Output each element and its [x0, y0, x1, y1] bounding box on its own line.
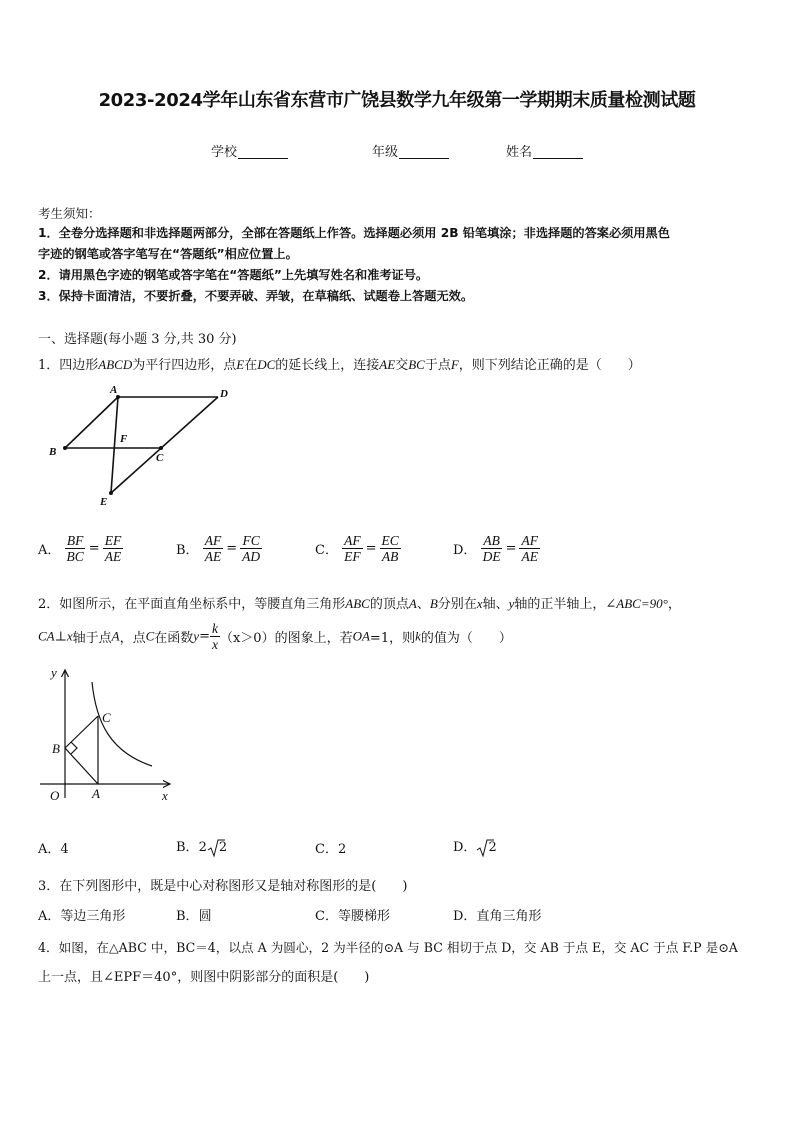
notice-line-2: 2．请用黑色字迹的钢笔或答字笔在“答题纸”上先填写姓名和准考证号。 [38, 268, 429, 282]
edge-ae [111, 397, 118, 493]
q3-option-b[interactable]: B．圆 [176, 909, 212, 924]
label-b: B [49, 446, 57, 458]
q1-option-d[interactable]: D． $\frac{AB}{DE}$ = $\frac{AF}{AE}$ [453, 533, 538, 564]
q3-option-d[interactable]: D．直角三角形 [453, 909, 542, 924]
q1-option-a[interactable]: A． $\frac{BF}{BC}$ = $\frac{EF}{AE}$ [38, 533, 122, 564]
label-a: A [92, 786, 100, 801]
grade-label: 年级 [372, 145, 399, 160]
name-label: 姓名 [506, 145, 533, 160]
grade-field[interactable] [372, 141, 449, 160]
question-2-line-2: CA⊥x轴于点A，点C在函数y= $\frac{k}{x}$ （x＞0）的图象上，若OA=1，则k的值为（ ） [38, 621, 512, 652]
q2-option-b[interactable]: B．2 2 [176, 836, 227, 858]
right-angle-mark [71, 742, 77, 754]
name-field[interactable] [506, 141, 583, 160]
q1-option-b[interactable]: B． $\frac{AF}{AE}$ = $\frac{FC}{AD}$ [176, 533, 261, 564]
notice-heading: 考生须知： [38, 206, 101, 221]
school-label: 学校 [211, 145, 238, 160]
q2-option-a[interactable]: A．4 [38, 842, 69, 857]
grade-blank[interactable] [399, 144, 449, 159]
point-e [109, 491, 113, 495]
label-o: O [50, 788, 60, 803]
question-1-stem: 1．四边形ABCD为平行四边形，点E在DC的延长线上，连接AE交BC于点F，则下列结论正确的是（ ） [38, 357, 641, 373]
question-2-figure [40, 662, 180, 807]
section-heading: 一、选择题(每小题 3 分,共 30 分) [38, 332, 237, 347]
label-c: C [156, 452, 164, 464]
school-field[interactable] [211, 141, 288, 160]
q3-option-c[interactable]: C．等腰梯形 [315, 909, 390, 924]
q3-option-a[interactable]: A．等边三角形 [38, 909, 126, 924]
page-title: 2023-2024学年山东省东营市广饶县数学九年级第一学期期末质量检测试题 [98, 90, 696, 111]
q2-option-d[interactable]: D． 2 [453, 836, 497, 858]
school-blank[interactable] [238, 144, 288, 159]
segment-bc [65, 716, 98, 748]
label-y: y [51, 665, 57, 680]
label-x: x [162, 788, 168, 803]
label-e: E [100, 496, 108, 508]
label-f: F [120, 433, 128, 445]
edge-ab [65, 397, 118, 448]
name-blank[interactable] [533, 144, 583, 159]
q1-option-c[interactable]: C． $\frac{AF}{EF}$ = $\frac{EC}{AB}$ [315, 533, 399, 564]
hyperbola-curve [92, 682, 152, 766]
notice-line-3: 3．保持卡面清洁，不要折叠，不要弄破、弄皱，在草稿纸、试题卷上答题无效。 [38, 289, 474, 303]
question-3-stem: 3．在下列图形中，既是中心对称图形又是轴对称图形的是( ) [38, 879, 408, 894]
segment-ba [65, 748, 98, 784]
question-4-line-2: 上一点，且∠EPF＝40°，则图中阴影部分的面积是( ) [38, 970, 370, 985]
label-d: D [220, 388, 228, 400]
label-a: A [110, 384, 118, 396]
notice-line-1b: 字迹的钢笔或答字笔写在“答题纸”相应位置上。 [38, 247, 298, 261]
question-1-figure [44, 383, 244, 508]
q2-option-c[interactable]: C．2 [315, 842, 347, 857]
point-b [63, 446, 67, 450]
edge-de [111, 397, 218, 493]
notice-line-1: 1．全卷分选择题和非选择题两部分，全部在答题纸上作答。选择题必须用 2B 铅笔填涂；非选择题的答案必须用黑色 [38, 226, 670, 240]
label-b: B [52, 741, 60, 756]
question-2-line-1: 2．如图所示，在平面直角坐标系中，等腰直角三角形ABC的顶点A、B分别在x轴、y轴的正半轴上，∠ABC=90°， [38, 596, 681, 612]
point-c [159, 446, 163, 450]
function-fraction: $\frac{k}{x}$ [211, 621, 218, 652]
question-4-line-1: 4．如图，在△ABC 中，BC＝4，以点 A 为圆心，2 为半径的⊙A 与 BC 相切于点 D，交 AB 于点 E，交 AC 于点 F.P 是⊙A [38, 940, 738, 955]
label-c: C [102, 710, 111, 725]
